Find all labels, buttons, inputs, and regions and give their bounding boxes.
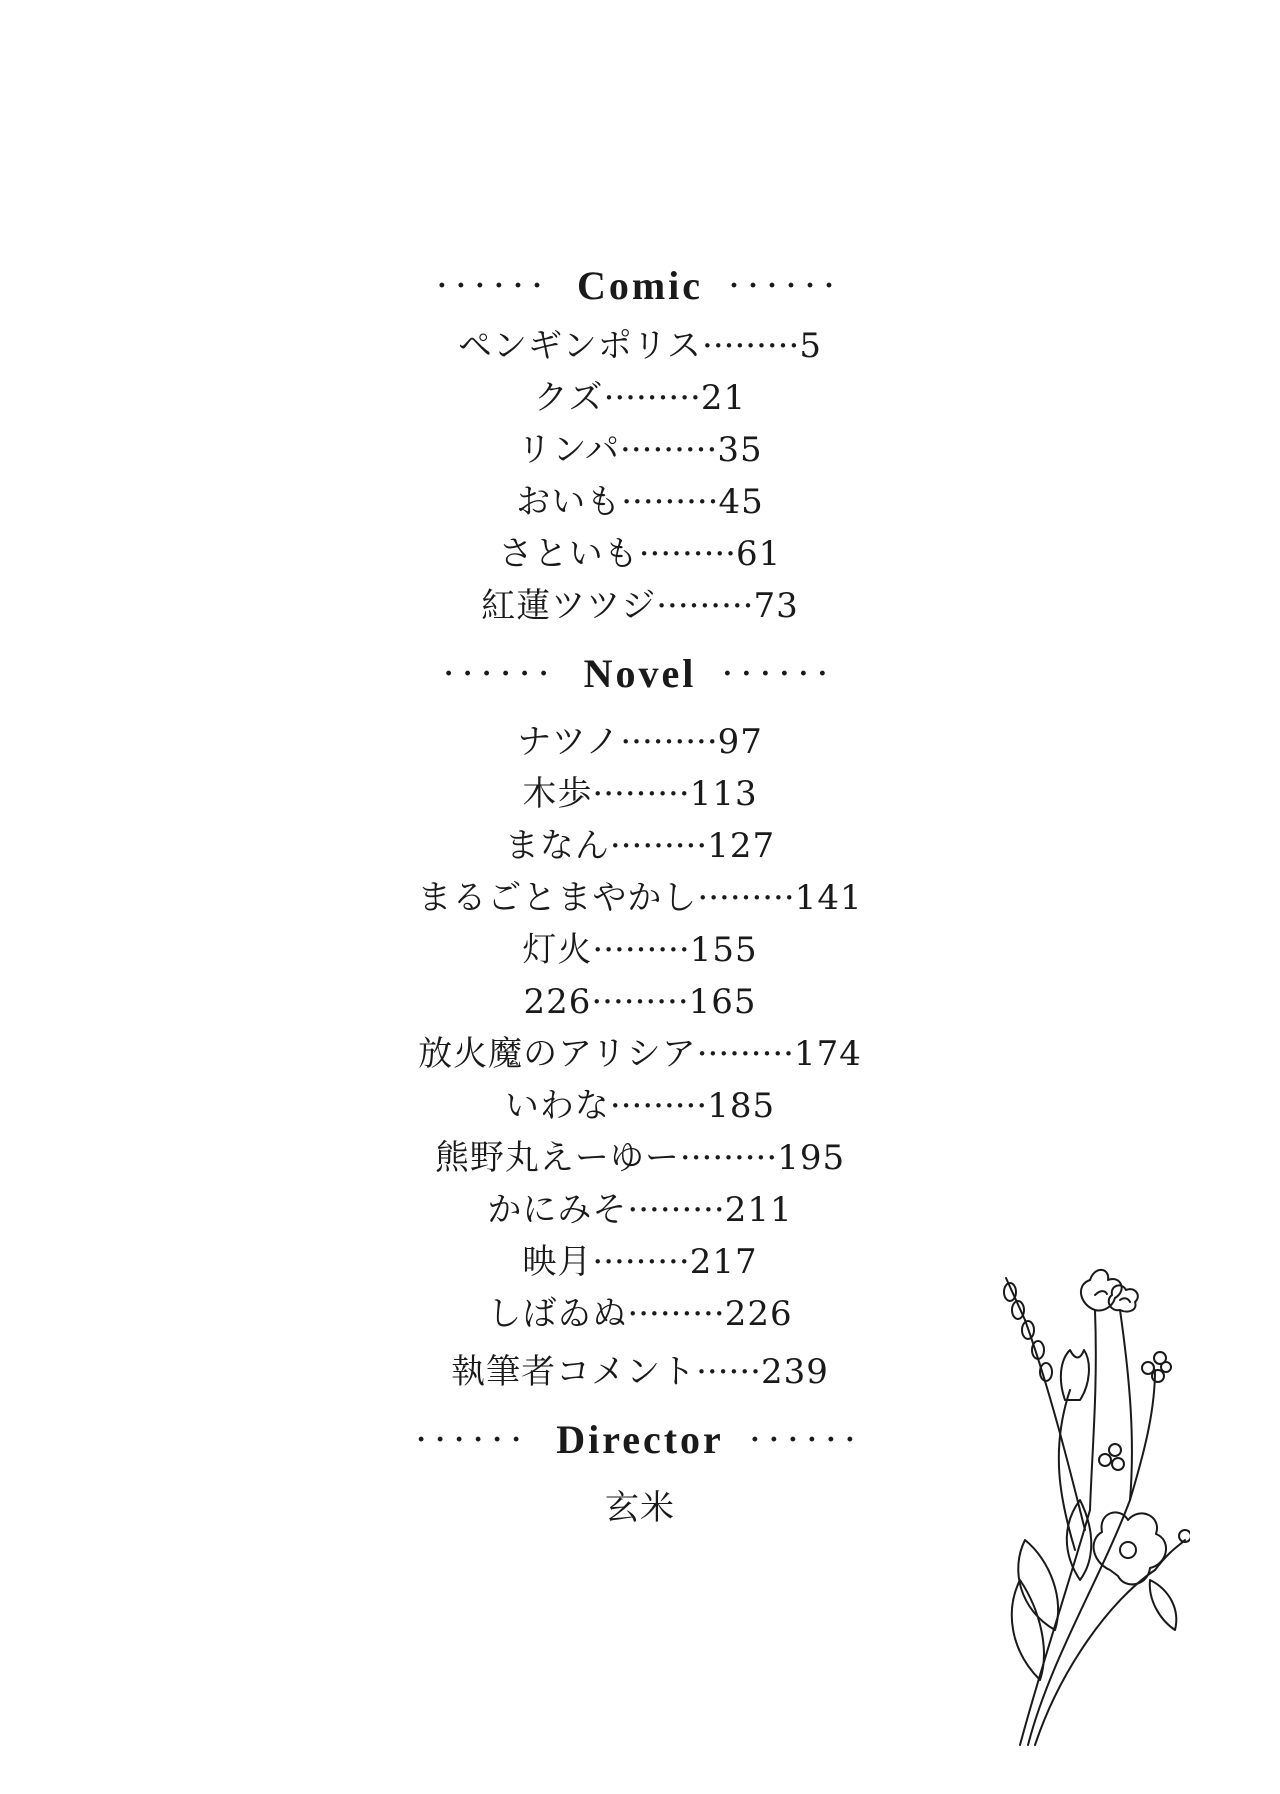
- dot-leader: ·········: [592, 930, 690, 970]
- dot-leader: ······: [696, 1352, 761, 1392]
- entry-title: 放火魔のアリシア: [418, 1034, 697, 1074]
- toc-entry: [0, 320, 1280, 372]
- page-number: 165: [688, 982, 757, 1022]
- dot-leader: ·········: [627, 1294, 725, 1334]
- entry-title: 木歩: [522, 774, 593, 814]
- page-number: 35: [717, 430, 763, 470]
- page-number: 113: [689, 774, 758, 814]
- dot-leader: ·········: [702, 326, 800, 366]
- dot-leader: ·········: [592, 774, 690, 814]
- section-heading-comic: [0, 258, 1280, 314]
- page-number: 217: [689, 1242, 758, 1282]
- page-number: 195: [777, 1138, 846, 1178]
- flower-bouquet-icon: [980, 1250, 1190, 1750]
- dot-leader: ·········: [603, 378, 701, 418]
- page-number: 174: [794, 1034, 862, 1074]
- page-number: 5: [799, 326, 822, 366]
- page-number: 73: [753, 586, 799, 626]
- dot-leader: ·········: [638, 534, 736, 574]
- page-number: 226: [724, 1294, 793, 1334]
- dot-leader: ·········: [656, 586, 754, 626]
- toc-entry: [0, 424, 1280, 476]
- section-title: Director: [556, 1417, 724, 1462]
- heading-dots-right: ······: [729, 269, 844, 302]
- page-number: 21: [700, 378, 747, 418]
- toc-entry: [0, 820, 1280, 872]
- toc-entry: [0, 976, 1280, 1028]
- entry-title: 熊野丸えーゆー: [434, 1138, 680, 1178]
- entry-title: リンパ: [517, 430, 621, 470]
- dot-leader: ·········: [620, 430, 718, 470]
- section-title: Novel: [583, 651, 697, 696]
- toc-entry: [0, 924, 1280, 976]
- page-number: 211: [724, 1190, 793, 1230]
- section-title: Comic: [576, 263, 704, 308]
- entry-title: 執筆者コメント: [451, 1352, 697, 1392]
- section-heading-novel: [0, 646, 1280, 702]
- dot-leader: ·········: [621, 482, 719, 522]
- dot-leader: ·········: [591, 982, 689, 1022]
- entry-title: 映月: [522, 1242, 593, 1282]
- toc-entry: [0, 872, 1280, 924]
- page-number: 97: [717, 722, 763, 762]
- toc-entry: [0, 476, 1280, 528]
- dot-leader: ·········: [620, 722, 718, 762]
- entry-title: クズ: [533, 378, 604, 418]
- page-number: 45: [718, 482, 764, 522]
- dot-leader: ·········: [697, 878, 795, 918]
- page-number: 155: [689, 930, 758, 970]
- page-number: 185: [707, 1086, 776, 1126]
- entry-title: まなん: [504, 826, 610, 866]
- entry-title: おいも: [516, 482, 622, 522]
- toc-entry: [0, 580, 1280, 632]
- toc-entry: [0, 528, 1280, 580]
- heading-dots-left: ······: [416, 1423, 531, 1456]
- dot-leader: ·········: [627, 1190, 725, 1230]
- page-number: 239: [760, 1352, 829, 1392]
- page-number: 61: [736, 534, 782, 574]
- dot-leader: ·········: [679, 1138, 778, 1178]
- entry-title: まるごとまやかし: [417, 878, 698, 918]
- entry-title: かにみそ: [487, 1190, 628, 1230]
- heading-dots-right: ······: [749, 1423, 864, 1456]
- toc-entry: [0, 1028, 1280, 1080]
- page-number: 141: [794, 878, 863, 918]
- entry-title: 紅蓮ツツジ: [481, 586, 657, 626]
- toc-entry: [0, 1080, 1280, 1132]
- heading-dots-left: ······: [436, 269, 551, 302]
- entry-title: さといも: [498, 534, 639, 574]
- entry-title: 226: [523, 982, 592, 1022]
- dot-leader: ·········: [609, 826, 708, 866]
- toc-entry: [0, 716, 1280, 768]
- toc-entry: [0, 372, 1280, 424]
- heading-dots-right: ······: [722, 657, 837, 690]
- heading-dots-left: ······: [443, 657, 558, 690]
- dot-leader: ·········: [696, 1034, 794, 1074]
- toc-entry: [0, 1184, 1280, 1236]
- director-name: 玄米: [605, 1488, 675, 1528]
- toc-entry: [0, 768, 1280, 820]
- entry-title: ナツノ: [517, 722, 621, 762]
- entry-title: しばゐぬ: [487, 1294, 628, 1334]
- entry-title: ペンギンポリス: [458, 326, 703, 366]
- page-number: 127: [707, 826, 776, 866]
- dot-leader: ·········: [609, 1086, 708, 1126]
- entry-title: 灯火: [522, 930, 593, 970]
- dot-leader: ·········: [592, 1242, 690, 1282]
- entry-title: いわな: [504, 1086, 610, 1126]
- toc-entry: [0, 1132, 1280, 1184]
